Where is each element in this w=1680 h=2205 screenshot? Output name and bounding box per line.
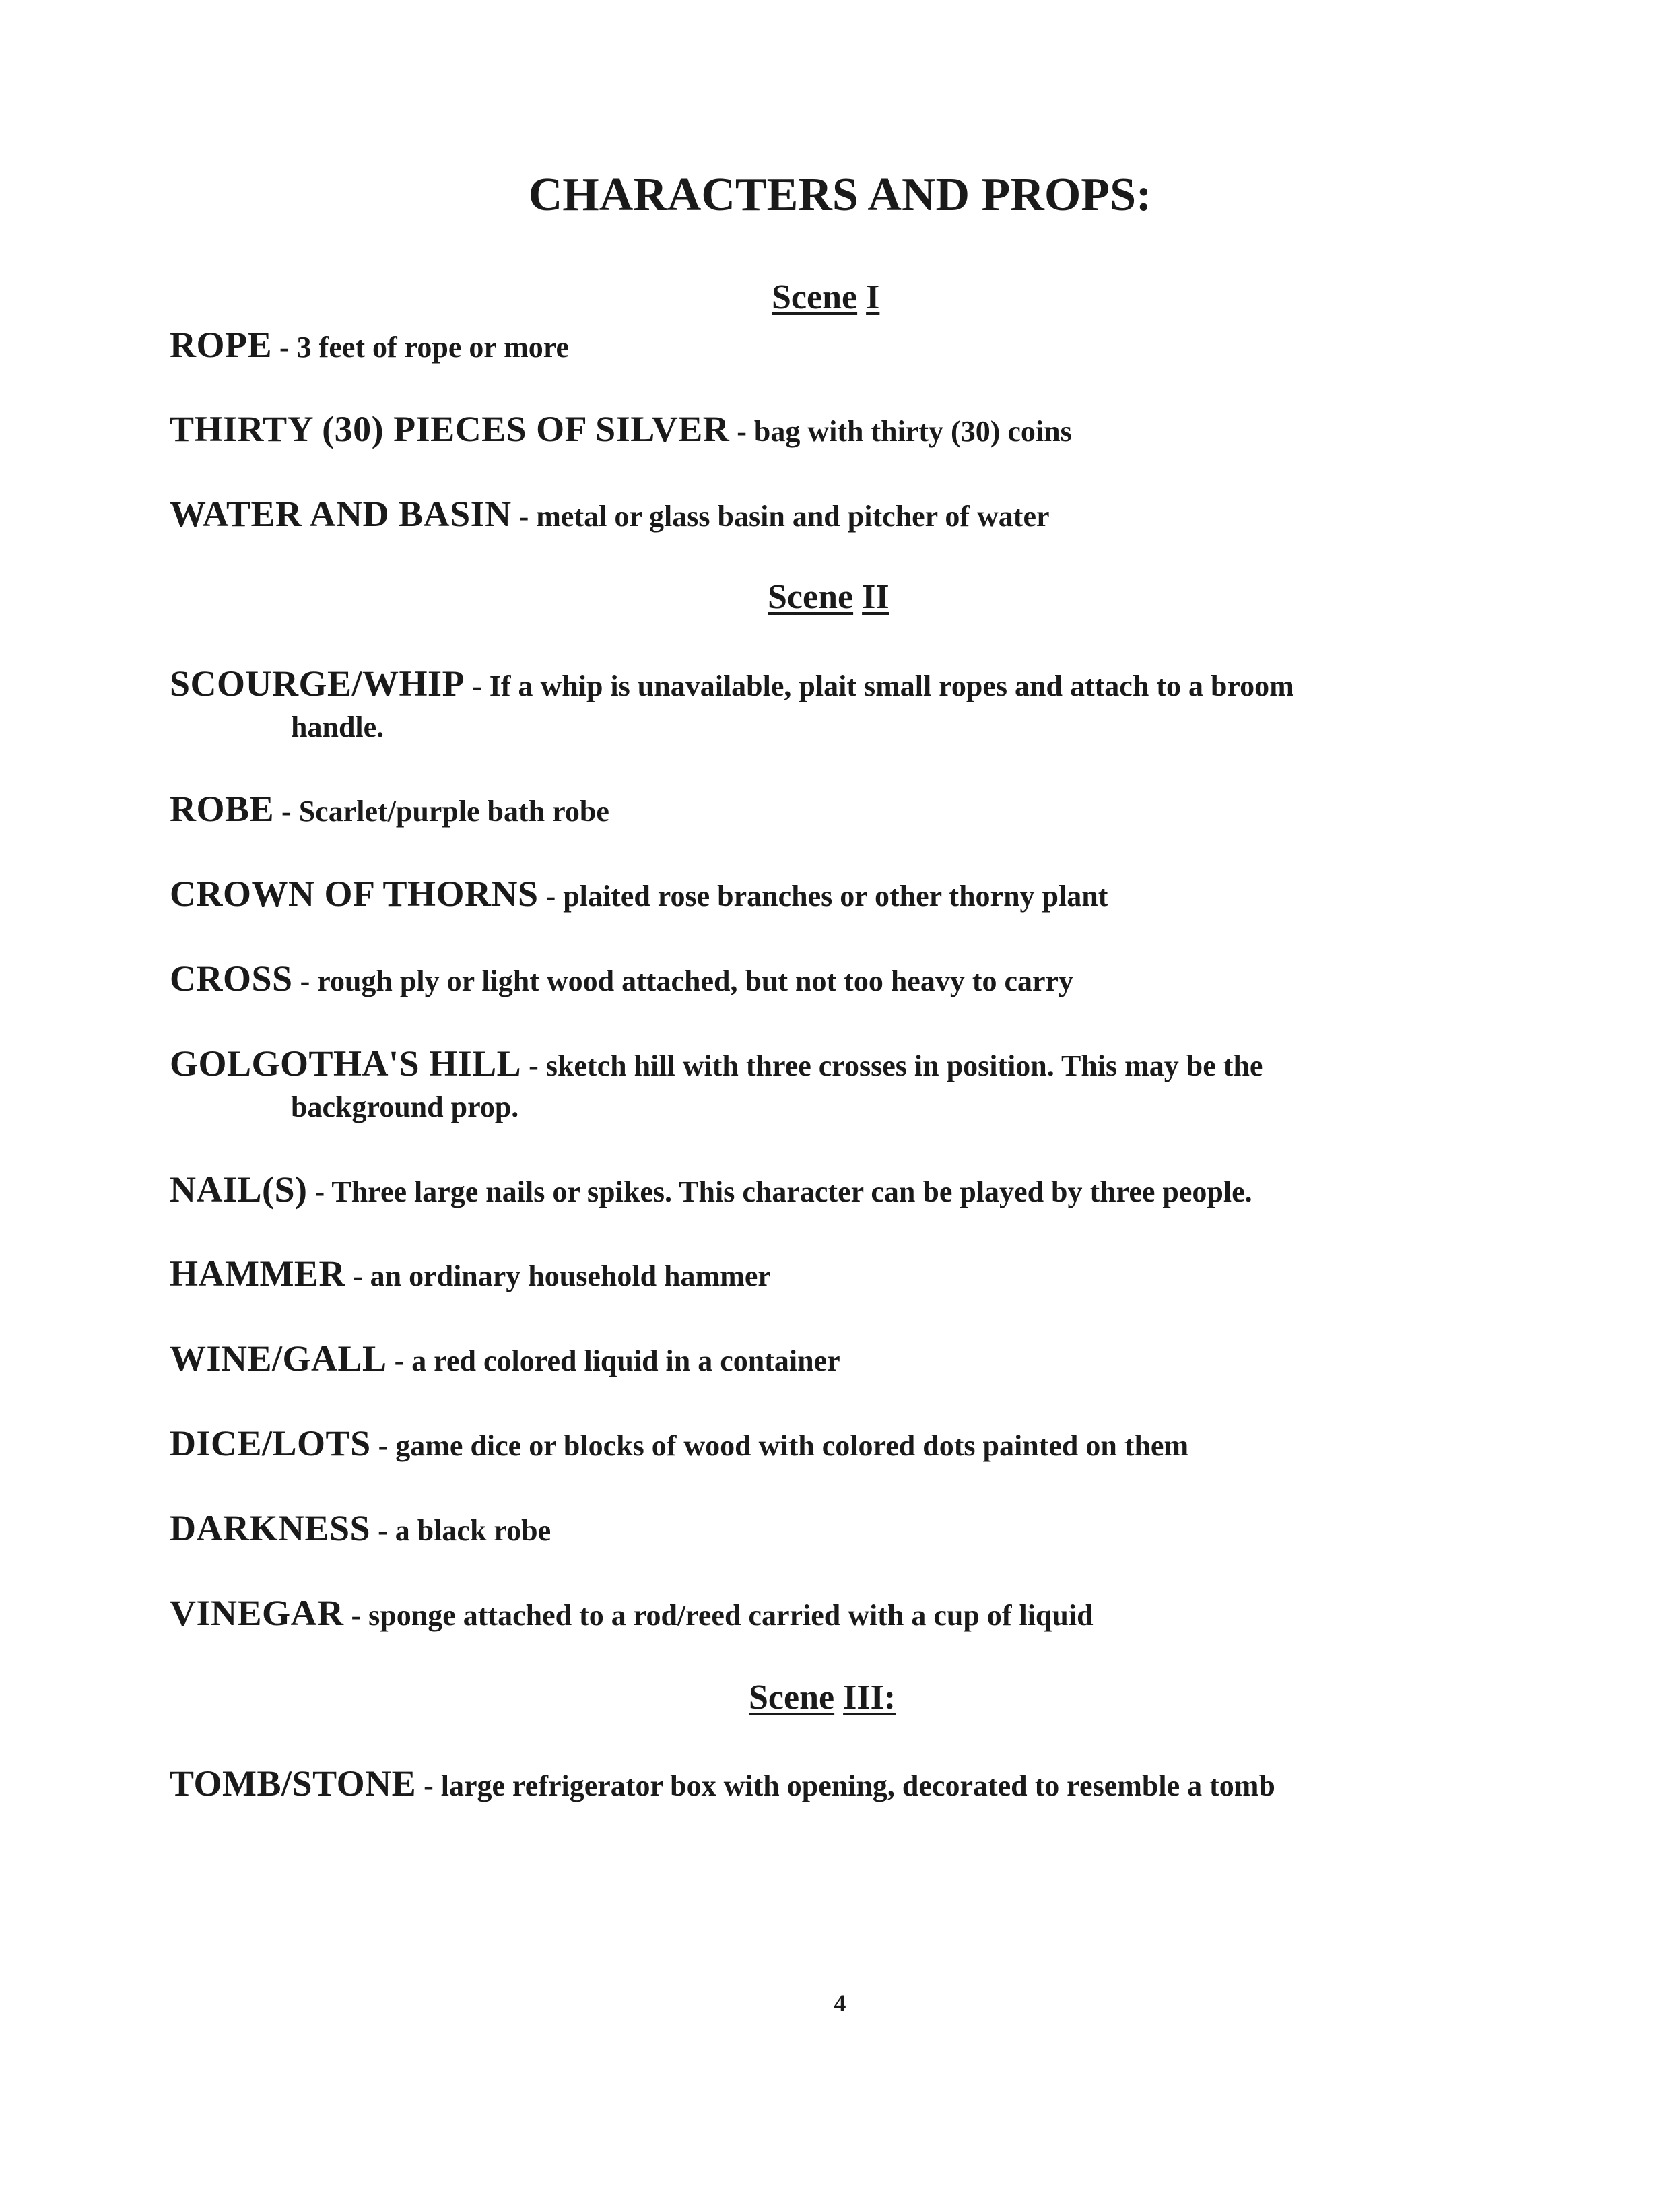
prop-name: DICE/LOTS — [170, 1423, 371, 1463]
prop-entry-nails — [170, 1169, 1489, 1212]
prop-entry-dice — [170, 1423, 1489, 1466]
prop-description: - an ordinary household hammer — [345, 1259, 771, 1292]
prop-description: - bag with thirty (30) coins — [729, 415, 1072, 448]
prop-entry-golgotha — [170, 1043, 1489, 1127]
prop-name: CROSS — [170, 958, 293, 999]
prop-description: - a black robe — [370, 1514, 551, 1547]
prop-description: - Scarlet/purple bath robe — [274, 795, 609, 828]
prop-name: NAIL(S) — [170, 1169, 308, 1210]
prop-entry-cross — [170, 958, 1489, 1001]
prop-description: - Three large nails or spikes. This character can be played by three people. — [307, 1175, 1252, 1208]
scene-numeral: I — [866, 278, 880, 317]
scene-heading-2 — [768, 577, 889, 618]
prop-description-continued: handle. — [291, 711, 384, 744]
prop-name: WINE/GALL — [170, 1338, 387, 1379]
prop-description: - sponge attached to a rod/reed carried with a cup of liquid — [343, 1599, 1094, 1632]
prop-entry-vinegar — [170, 1593, 1489, 1636]
prop-name: SCOURGE/WHIP — [170, 663, 465, 704]
prop-name: THIRTY (30) PIECES OF SILVER — [170, 409, 730, 449]
prop-description: - rough ply or light wood attached, but not too heavy to carry — [292, 964, 1074, 997]
prop-entry-silver — [170, 409, 1489, 452]
prop-entry-water-basin — [170, 494, 1489, 537]
prop-entry-darkness — [170, 1508, 1489, 1551]
prop-description-continued: background prop. — [291, 1090, 519, 1123]
prop-name: GOLGOTHA'S HILL — [170, 1043, 522, 1084]
prop-description: - If a whip is unavailable, plait small ropes and attach to a broom — [465, 669, 1294, 702]
prop-entry-tomb — [170, 1763, 1489, 1806]
prop-name: VINEGAR — [170, 1593, 344, 1633]
prop-entry-robe — [170, 789, 1489, 832]
prop-description: - large refrigerator box with opening, decorated to resemble a tomb — [416, 1769, 1275, 1802]
prop-description: - a red colored liquid in a container — [387, 1344, 840, 1377]
prop-name: ROBE — [170, 789, 275, 829]
prop-name: CROWN OF THORNS — [170, 874, 539, 914]
scene-heading-3 — [749, 1678, 896, 1718]
prop-description: - plaited rose branches or other thorny plant — [538, 880, 1108, 913]
prop-entry-rope — [170, 325, 1489, 368]
prop-description: - 3 feet of rope or more — [272, 331, 570, 364]
prop-entry-scourge — [170, 663, 1489, 748]
scene-numeral: II — [862, 578, 889, 616]
scene-word: Scene — [768, 578, 854, 616]
prop-entry-wine-gall — [170, 1338, 1489, 1381]
scene-numeral: III: — [843, 1678, 896, 1717]
prop-entry-crown — [170, 874, 1489, 917]
prop-name: WATER AND BASIN — [170, 494, 512, 534]
prop-description: - metal or glass basin and pitcher of water — [511, 500, 1050, 533]
prop-entry-hammer — [170, 1253, 1489, 1296]
prop-name: HAMMER — [170, 1253, 345, 1294]
prop-description: - game dice or blocks of wood with colored dots painted on them — [370, 1429, 1189, 1462]
prop-name: DARKNESS — [170, 1508, 371, 1548]
prop-description: - sketch hill with three crosses in position. This may be the — [521, 1049, 1263, 1082]
scene-word: Scene — [749, 1678, 835, 1717]
scene-word: Scene — [772, 278, 858, 317]
prop-name: TOMB/STONE — [170, 1763, 417, 1804]
prop-name: ROPE — [170, 325, 273, 365]
scene-heading-1 — [772, 277, 879, 318]
page-number: 4 — [834, 1989, 846, 2016]
page-title: CHARACTERS AND PROPS: — [528, 169, 1152, 221]
